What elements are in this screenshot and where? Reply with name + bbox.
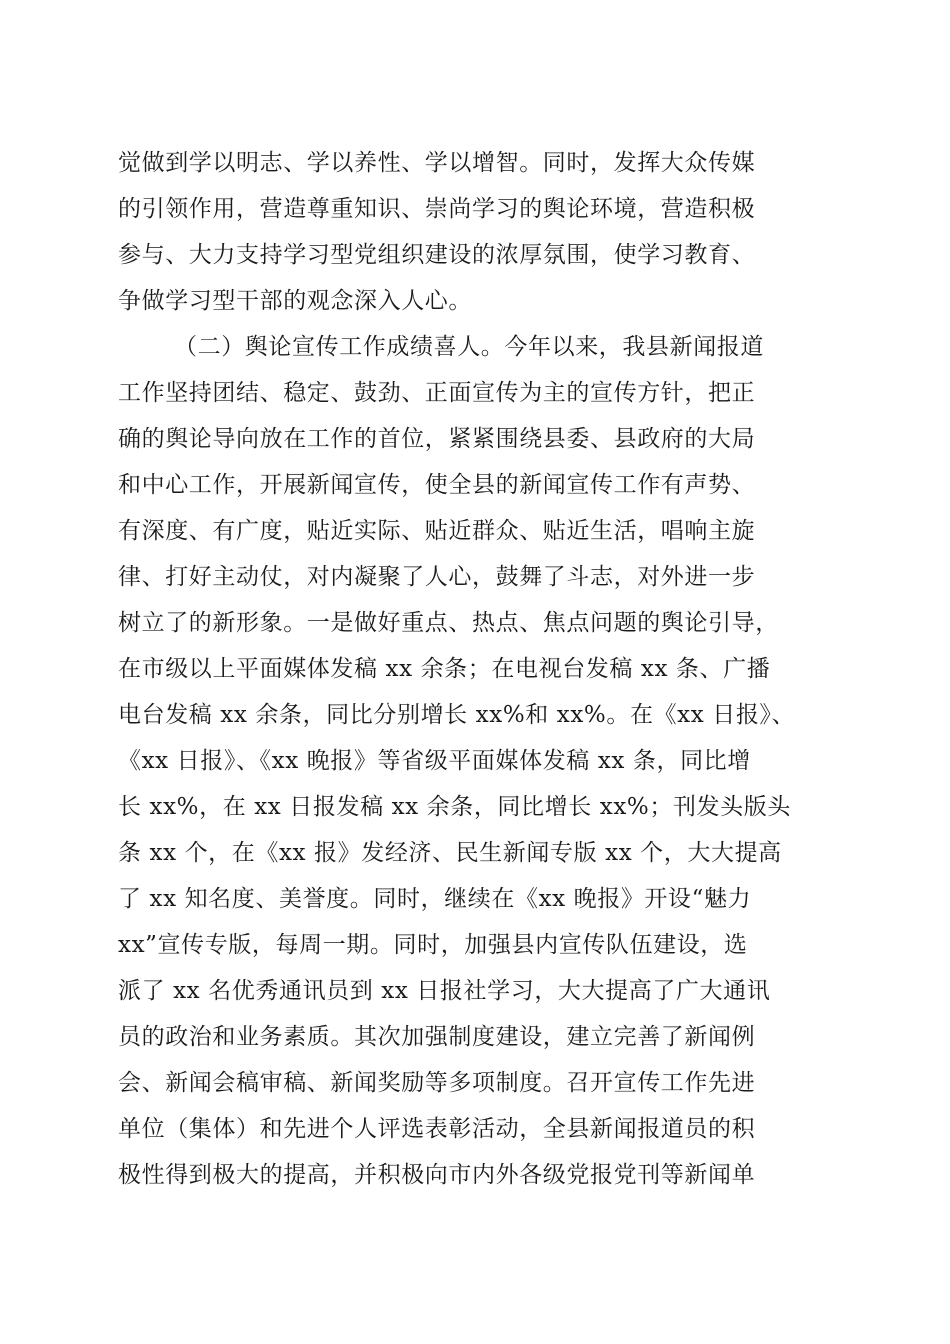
paragraph-line: 的引领作用，营造尊重知识、崇尚学习的舆论环境，营造积极 (118, 196, 756, 222)
paragraph-line: 单位（集体）和先进个人评选表彰活动，全县新闻报道员的积 (118, 1116, 756, 1142)
paragraph-line: 了 xx 知名度、美誉度。同时，继续在《xx 晚报》开设“魅力 (118, 886, 752, 912)
paragraph-line: 派了 xx 名优秀通讯员到 xx 日报社学习，大大提高了广大通讯 (118, 978, 771, 1004)
paragraph-line: 有深度、有广度，贴近实际、贴近群众、贴近生活，唱响主旋 (118, 518, 756, 544)
paragraph-line: 《xx 日报》、《xx 晚报》等省级平面媒体发稿 xx 条，同比增 (118, 748, 751, 774)
paragraph-line: 条 xx 个，在《xx 报》发经济、民生新闻专版 xx 个，大大提高 (118, 840, 782, 866)
paragraph-line: 参与、大力支持学习型党组织建设的浓厚氛围，使学习教育、 (118, 242, 756, 268)
paragraph-line: 长 xx%，在 xx 日报发稿 xx 余条，同比增长 xx%；刊发头版头 (118, 794, 791, 820)
paragraph-line: 工作坚持团结、稳定、鼓劲、正面宣传为主的宣传方针，把正 (118, 380, 756, 406)
paragraph-line: 在市级以上平面媒体发稿 xx 余条；在电视台发稿 xx 条、广播 (118, 656, 771, 682)
paragraph-line: 律、打好主动仗，对内凝聚了人心，鼓舞了斗志，对外进一步 (118, 564, 756, 590)
paragraph-line: xx”宣传专版，每周一期。同时，加强县内宣传队伍建设，选 (118, 932, 748, 958)
paragraph-line: 觉做到学以明志、学以养性、学以增智。同时，发挥大众传媒 (118, 150, 756, 176)
paragraph-line: 树立了的新形象。一是做好重点、热点、焦点问题的舆论引导， (118, 610, 779, 636)
section-heading-line: （二）舆论宣传工作成绩喜人。今年以来，我县新闻报道 (174, 334, 764, 360)
paragraph-line: 争做学习型干部的观念深入人心。 (118, 288, 472, 314)
paragraph-line: 员的政治和业务素质。其次加强制度建设，建立完善了新闻例 (118, 1024, 756, 1050)
paragraph-line: 会、新闻会稿审稿、新闻奖励等多项制度。召开宣传工作先进 (118, 1070, 756, 1096)
paragraph-line: 电台发稿 xx 余条，同比分别增长 xx%和 xx%。在《xx 日报》、 (118, 702, 796, 728)
paragraph-line: 确的舆论导向放在工作的首位，紧紧围绕县委、县政府的大局 (118, 426, 756, 452)
paragraph-line: 和中心工作，开展新闻宣传，使全县的新闻宣传工作有声势、 (118, 472, 756, 498)
paragraph-line: 极性得到极大的提高，并积极向市内外各级党报党刊等新闻单 (118, 1162, 756, 1188)
